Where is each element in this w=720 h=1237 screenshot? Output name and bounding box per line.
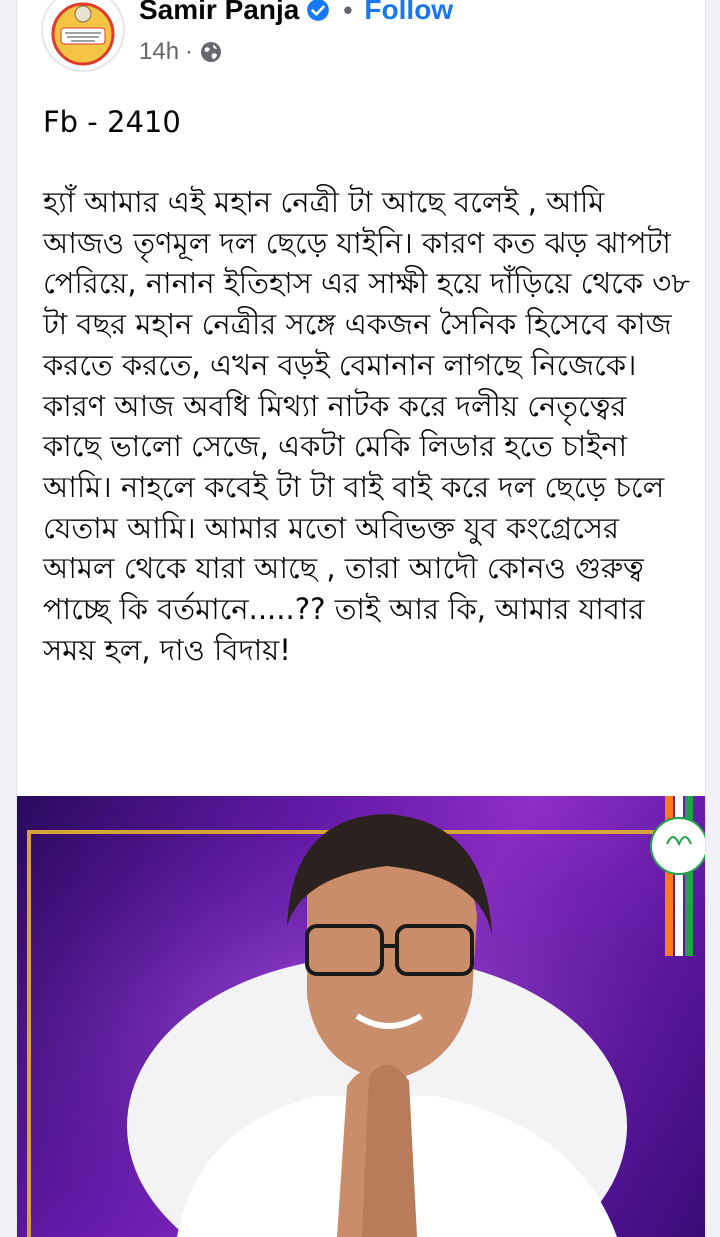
post-photo xyxy=(17,796,705,1237)
globe-icon[interactable] xyxy=(199,40,223,64)
post-timestamp[interactable]: 14h xyxy=(139,38,180,65)
follow-button[interactable]: Follow xyxy=(364,0,454,25)
author-avatar[interactable] xyxy=(41,0,125,72)
post-title: Fb - 2410 xyxy=(43,105,181,139)
author-name[interactable]: Samir Panja xyxy=(139,0,300,25)
post-body: হ্যাঁ আমার এই মহান নেত্রী টা আছে বলেই , আমি আজও তৃণমূল দল ছেড়ে যাইনি। কারণ কত ঝড় ঝাপটা পেরিয়ে, নানান ইতিহাস এর সাক্ষী হয়ে দাঁড়িয়ে থেকে ৩৮ টা বছর মহান নেত্রীর সঙ্গে একজন সৈনিক হিসেবে কাজ করতে করতে, এখন বড়ই বেমানান লাগছে নিজেকে। কারণ আজ অবধি মিথ্যা নাটক করে দলীয় নেতৃত্বের কাছে ভালো সেজে, একটা মেকি লিডার হতে চাইনা আমি। নাহলে কবেই টা টা বাই বাই করে দল ছেড়ে চলে যেতাম আমি। আমার মতো অবিভক্ত যুব কংগ্রেসের আমল থেকে যারা আছে , তারা আদৌ কোনও গুরুত্ব পাচ্ছে কি বর্তমানে.....?? তাই আর কি, আমার যাবার সময় হল, দাও বিদায়! xyxy=(43,185,690,667)
post-meta xyxy=(139,38,223,66)
post-image[interactable] xyxy=(17,796,705,1237)
party-logo-icon xyxy=(651,818,705,874)
verified-badge-icon xyxy=(305,0,331,23)
avatar-logo-icon xyxy=(43,0,123,70)
header-separator: • xyxy=(343,0,353,25)
meta-separator: · xyxy=(185,38,194,65)
author-header xyxy=(139,0,453,26)
post-card xyxy=(16,0,706,1237)
post-text xyxy=(43,102,693,670)
